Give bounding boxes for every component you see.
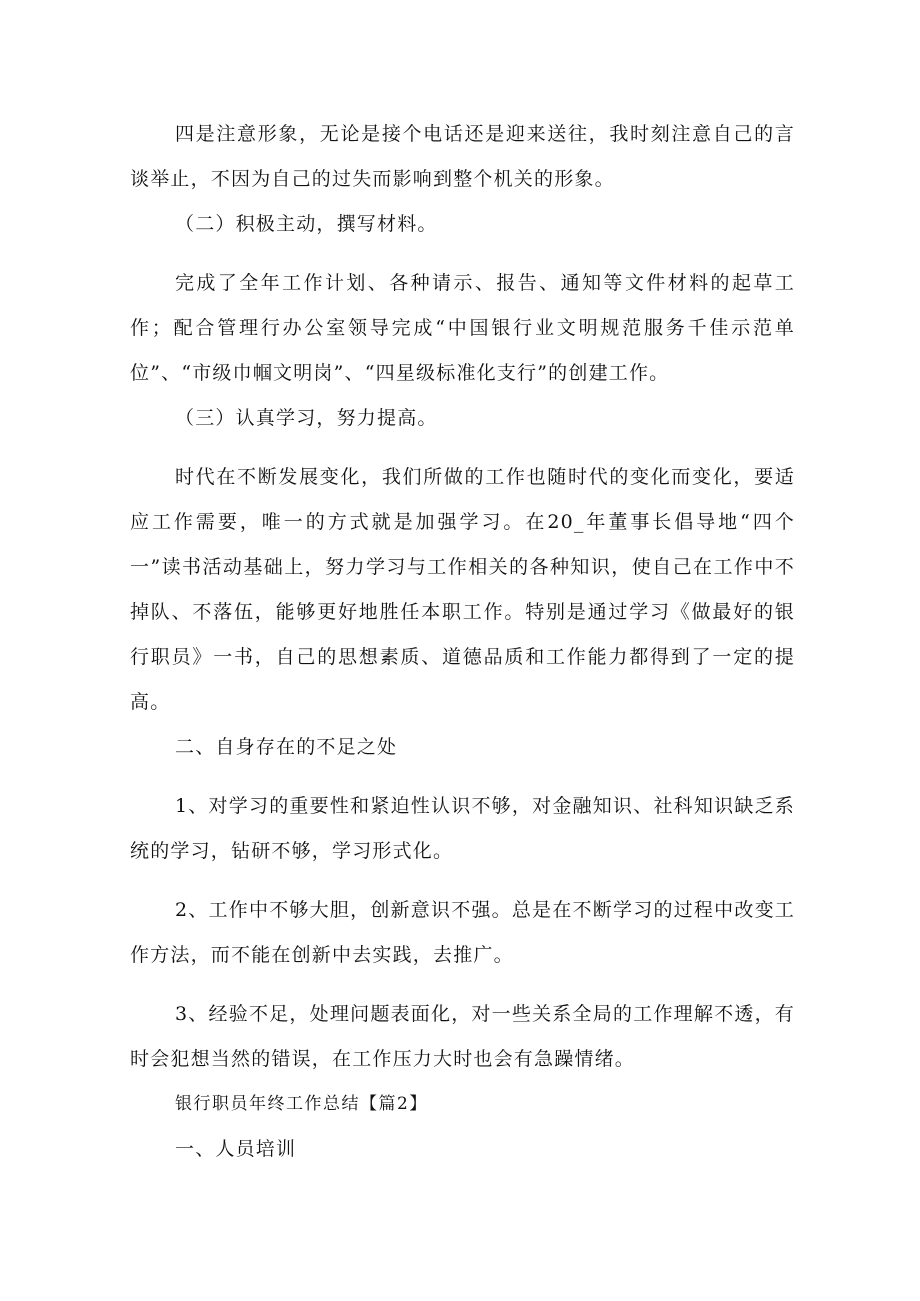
paragraph-image-etiquette: 四是注意形象，无论是接个电话还是迎来送往，我时刻注意自己的言谈举止，不因为自己的过失而影响到整个机关的形象。 [130,123,795,190]
paragraph-shortcoming-2: 2、工作中不够大胆，创新意识不强。总是在不断学习的过程中改变工作方法，而不能在创新中去实践，去推广。 [130,899,795,966]
paragraph-shortcoming-3: 3、经验不足，处理问题表面化，对一些关系全局的工作理解不透，有时会犯想当然的错误，在工作压力大时也会有急躁情绪。 [130,1003,795,1070]
section-heading-study: （三）认真学习，努力提高。 [175,407,438,429]
section-heading-writing-materials: （二）积极主动，撰写材料。 [175,213,438,235]
section-heading-staff-training: 一、人员培训 [175,1138,297,1160]
paragraph-learning: 时代在不断发展变化，我们所做的工作也随时代的变化而变化，要适应工作需要，唯一的方式就是加强学习。在20_年董事长倡导地“四个一”读书活动基础上，努力学习与工作相关的各种知识，使自己在工作中不掉队、不落伍，能够更好地胜任本职工作。特别是通过学习《做最好的银行职员》一书，自己的思想素质、道德品质和工作能力都得到了一定的提高。 [130,466,795,713]
section-heading-shortcomings: 二、自身存在的不足之处 [175,736,398,758]
paragraph-drafting-work: 完成了全年工作计划、各种请示、报告、通知等文件材料的起草工作；配合管理行办公室领导完成“中国银行业文明规范服务千佳示范单位”、“市级巾帼文明岗”、“四星级标准化支行”的创建工作。 [130,272,795,384]
document-body [130,112,795,1172]
article-title-part-2: 银行职员年终工作总结【篇2】 [175,1094,428,1114]
paragraph-shortcoming-1: 1、对学习的重要性和紧迫性认识不够，对金融知识、社科知识缺乏系统的学习，钻研不够，学习形式化。 [130,795,795,862]
